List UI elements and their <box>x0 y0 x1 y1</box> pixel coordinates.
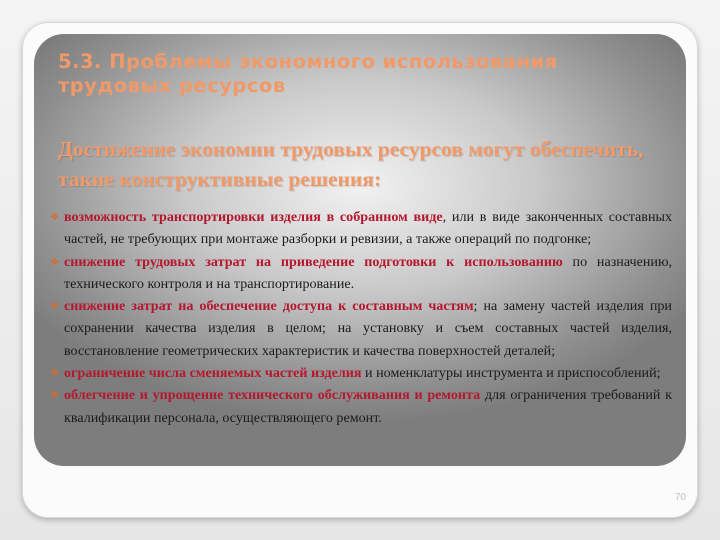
item-highlight: снижение затрат на обеспечение доступа к составным частям <box>64 298 474 315</box>
item-highlight: ограничение числа сменяемых частей изделия <box>64 365 362 382</box>
item-text: , или в виде законченных составных частей, не требующих при монтаже разборки и ревизии, а также операций по подгонке; <box>64 209 673 248</box>
diamond-bullet-icon: ❖ <box>50 301 59 313</box>
diamond-bullet-icon: ❖ <box>50 368 59 380</box>
diamond-bullet-icon: ❖ <box>50 390 59 402</box>
slide-subtitle: Достижение экономии трудовых ресурсов могут обеспечить, такие конструктивные решения: <box>58 137 644 191</box>
list-item <box>50 384 672 429</box>
diamond-bullet-icon: ❖ <box>50 212 59 223</box>
slide-title: 5.3. Проблемы экономного использования трудовых ресурсов <box>58 50 558 97</box>
item-text: и номенклатуры инструмента и приспособлений; <box>361 365 661 382</box>
item-text: для ограничения требований к квалификации персонала, осуществляющего ремонт. <box>64 387 672 426</box>
list-item <box>50 295 672 362</box>
list-item <box>50 362 672 384</box>
item-text: по назначению, технического контроля и на транспортирование. <box>64 253 672 292</box>
diamond-bullet-icon: ❖ <box>50 256 59 268</box>
item-highlight: облегчение и упрощение технического обслуживания и ремонта <box>64 387 481 404</box>
list-item <box>50 251 672 296</box>
list-item <box>50 206 672 251</box>
item-text: ; на замену частей изделия при сохранении качества изделия в целом; на установку и съем составных частей изделия, восстановление геометрических характеристик и качества поверхностей деталей; <box>64 298 672 359</box>
item-highlight: возможность транспортировки изделия в собранном виде <box>64 209 443 225</box>
bullet-list <box>50 206 672 429</box>
page-number: 70 <box>674 492 686 503</box>
item-highlight: снижение трудовых затрат на приведение подготовки к использованию <box>64 253 563 270</box>
